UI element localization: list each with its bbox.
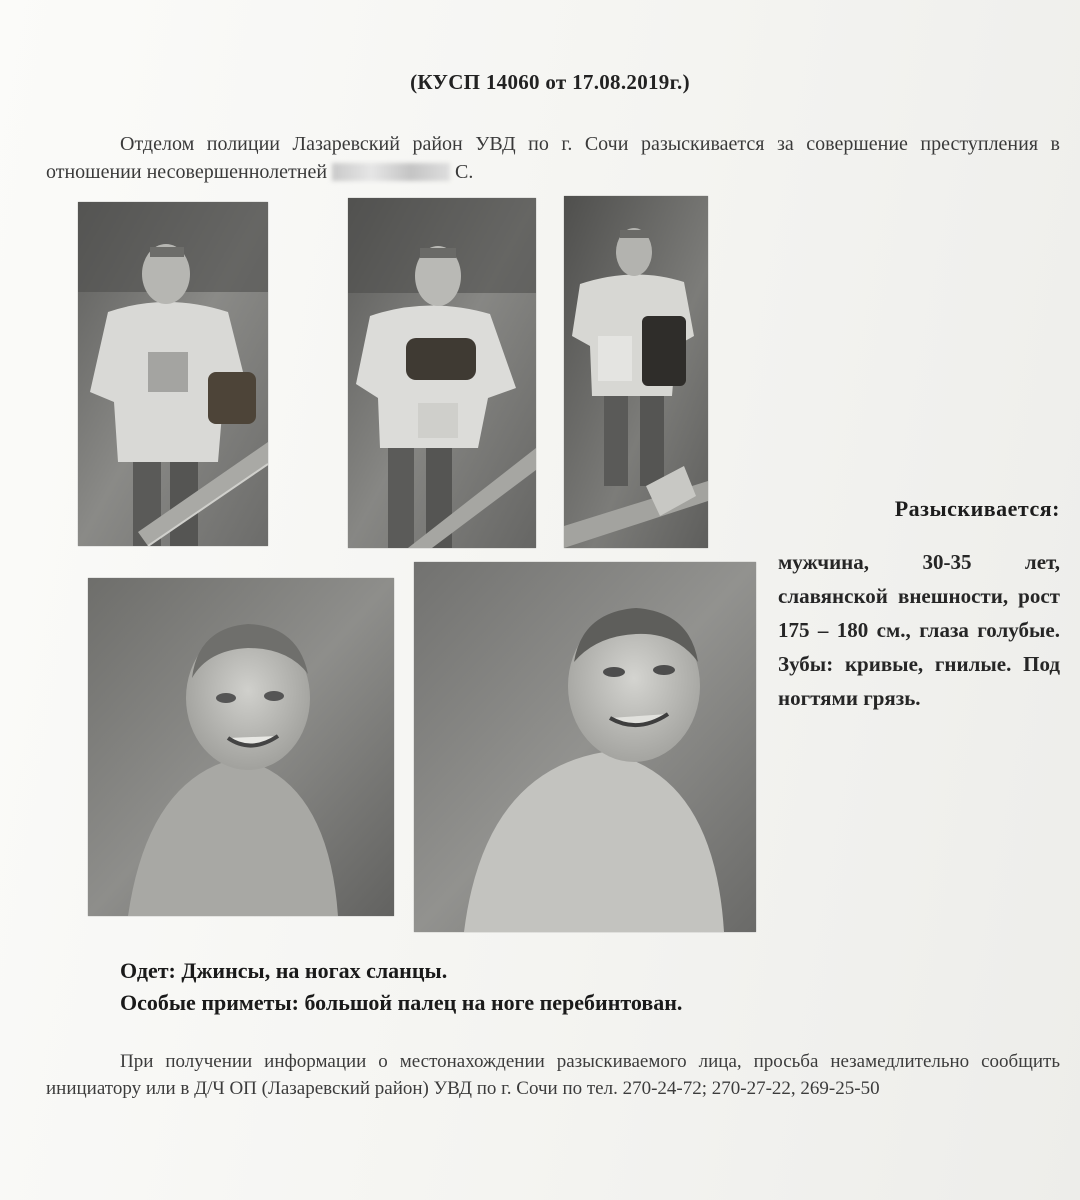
redacted-name [332, 163, 450, 181]
intro-text: Отделом полиции Лазаревский район УВД по г. Сочи разыскивается за совершение преступления в отношении несовершеннолетней [46, 133, 1060, 183]
contact-paragraph: При получении информации о местонахождении разыскиваемого лица, просьба незамедлительно сообщить инициатору или в Д/Ч ОП (Лазаревский район) УВД по г. Сочи по тел. 270-24-72; 270-27-22, 269-25-50 [46, 1051, 1060, 1099]
special-marks-line: Особые приметы: большой палец на ноге перебинтован. [120, 990, 683, 1015]
cctv-photo-2 [348, 198, 536, 548]
suspect-description: мужчина, 30-35 лет, славянской внешности, рост 175 – 180 см., глаза голубые. Зубы: кривые, гнилые. Под ногтями грязь. [778, 550, 1060, 710]
cctv-photo-4 [88, 578, 394, 916]
cctv-photo-3 [564, 196, 708, 548]
intro-paragraph [46, 130, 1060, 186]
case-number-title: (КУСП 14060 от 17.08.2019г.) [410, 70, 690, 94]
intro-text-end: С. [450, 161, 474, 183]
cctv-photo-5 [414, 562, 756, 932]
clothing-line: Одет: Джинсы, на ногах сланцы. [120, 958, 448, 983]
wanted-heading: Разыскивается: [894, 496, 1060, 521]
cctv-photo-1 [78, 202, 268, 546]
